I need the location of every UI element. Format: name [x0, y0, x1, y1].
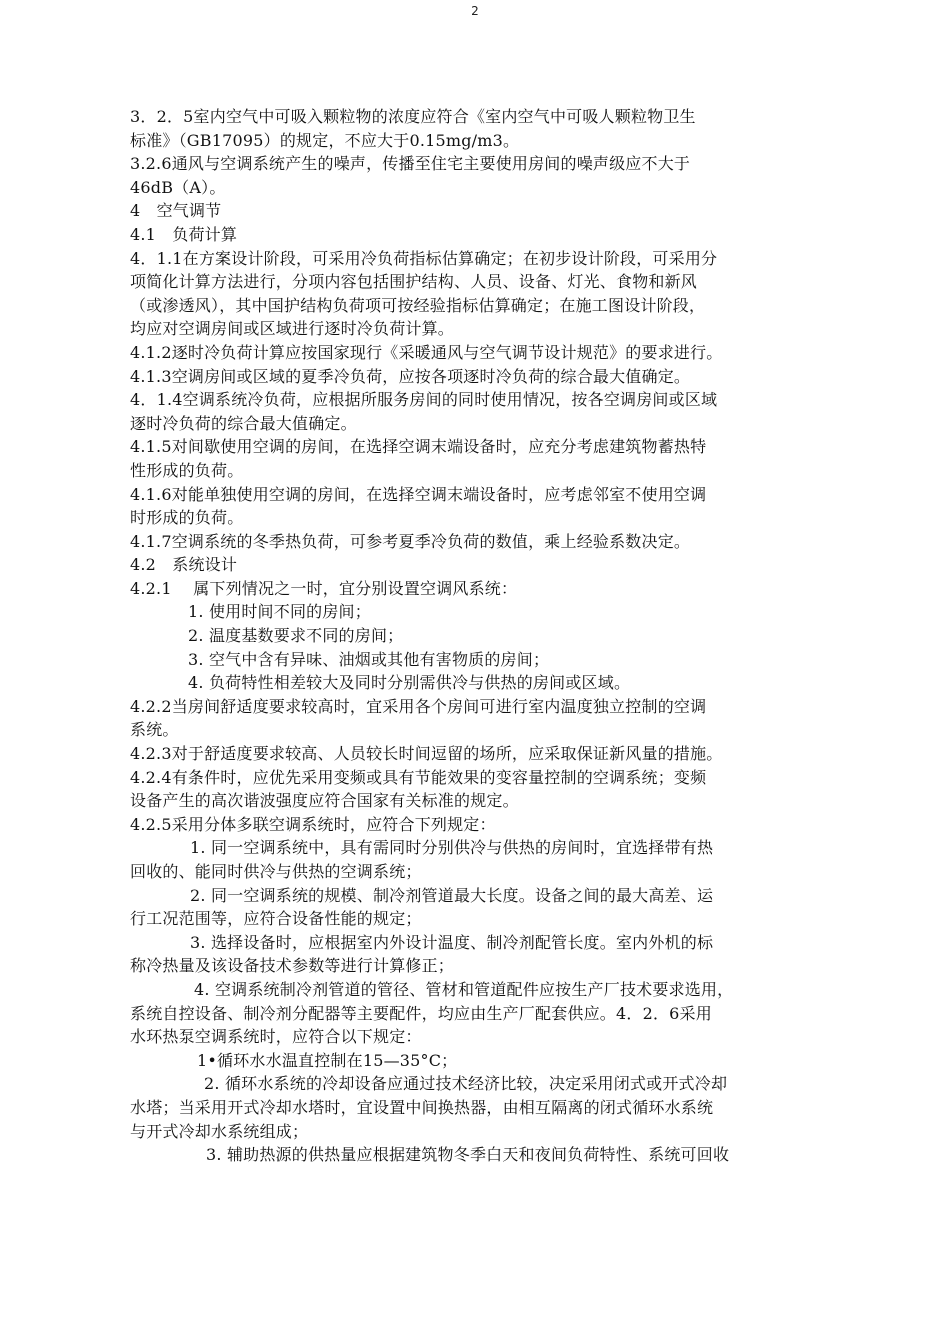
list-item-4-2-6-2-line-2: 水塔；当采用开式冷却水塔时，宜设置中间换热器，由相互隔离的闭式循环水系统: [130, 1097, 714, 1117]
list-item-4-2-5-4-line-3: 水环热泵空调系统时，应符合以下规定：: [130, 1027, 422, 1047]
paragraph-4-2-2-line-2: 系统。: [130, 720, 179, 740]
list-item-4-2-1-4: 4. 负荷特性相差较大及同时分别需供冷与供热的房间或区域。: [188, 673, 631, 693]
paragraph-3-2-6-line-2: 46dB（A）。: [130, 177, 226, 197]
list-item-4-2-5-1-line-1: 1. 同一空调系统中，具有需同时分别供冷与供热的房间时，宜选择带有热: [190, 838, 714, 858]
list-item-4-2-5-1-line-2: 回收的、能同时供冷与供热的空调系统；: [130, 862, 422, 881]
list-item-4-2-6-3-line-1: 3. 辅助热源的供热量应根据建筑物冬季白天和夜间负荷特性、系统可回收: [206, 1145, 730, 1165]
list-item-4-2-5-2-line-2: 行工况范围等，应符合设备性能的规定；: [130, 909, 422, 929]
paragraph-4-1-5-line-2: 性形成的负荷。: [130, 460, 244, 480]
list-item-4-2-5-3-line-1: 3. 选择设备时，应根据室内外设计温度、制冷剂配管长度。室内外机的标: [190, 932, 714, 952]
paragraph-4-1-7: 4.1.7空调系统的冬季热负荷，可参考夏季冷负荷的数值，乘上经验系数决定。: [130, 531, 691, 551]
paragraph-4-1-6-line-1: 4.1.6对能单独使用空调的房间，在选择空调末端设备时，应考虑邻室不使用空调: [130, 484, 707, 504]
list-item-4-2-1-1: 1. 使用时间不同的房间；: [188, 602, 371, 622]
paragraph-3-2-5-line-1: 3．2．5室内空气中可吸入颗粒物的浓度应符合《室内空气中可吸人颗粒物卫生: [130, 107, 696, 126]
section-heading-4-2: 4.2 系统设计: [130, 555, 238, 575]
document-body: [130, 105, 830, 1167]
paragraph-4-1-1-line-1: 4．1.1在方案设计阶段，可采用冷负荷指标估算确定；在初步设计阶段，可采用分: [130, 248, 718, 268]
paragraph-4-2-1: 4.2.1 属下列情况之一时，宜分别设置空调风系统：: [130, 578, 518, 598]
section-heading-4: 4 空气调节: [130, 201, 222, 221]
page-number: 2: [471, 4, 479, 18]
list-item-4-2-6-2-line-1: 2. 循环水系统的冷却设备应通过技术经济比较，决定采用闭式或开式冷却: [204, 1074, 728, 1094]
list-item-4-2-5-2-line-1: 2. 同一空调系统的规模、制冷剂管道最大长度。设备之间的最大高差、运: [190, 885, 714, 905]
paragraph-4-1-1-line-4: 均应对空调房间或区域进行逐时冷负荷计算。: [130, 319, 455, 339]
paragraph-4-2-3: 4.2.3对于舒适度要求较高、人员较长时间逗留的场所，应采取保证新风量的措施。: [130, 744, 723, 764]
paragraph-4-2-4-line-2: 设备产生的高次谐波强度应符合国家有关标准的规定。: [130, 791, 519, 811]
paragraph-4-1-4-line-1: 4．1.4空调系统冷负荷，应根据所服务房间的同时使用情况，按各空调房间或区域: [130, 390, 718, 410]
list-item-4-2-1-3: 3. 空气中含有异味、油烟或其他有害物质的房间；: [188, 649, 550, 669]
list-item-4-2-5-4-line-1: 4. 空调系统制冷剂管道的管径、管材和管道配件应按生产厂技术要求选用，: [194, 979, 734, 999]
paragraph-3-2-5-line-2: 标准》（GB17095）的规定，不应大于0.15mg/m3。: [130, 130, 520, 150]
paragraph-4-1-2: 4.1.2逐时冷负荷计算应按国家现行《采暖通风与空气调节设计规范》的要求进行。: [130, 342, 723, 362]
list-item-4-2-6-1: 1•循环水水温直控制在15—35°C；: [197, 1050, 458, 1070]
paragraph-4-2-4-line-1: 4.2.4有条件时，应优先采用变频或具有节能效果的变容量控制的空调系统；变频: [130, 767, 707, 787]
list-item-4-2-6-2-line-3: 与开式冷却水系统组成；: [130, 1121, 309, 1141]
paragraph-3-2-6-line-1: 3.2.6通风与空调系统产生的噪声，传播至住宅主要使用房间的噪声级应不大于: [130, 154, 691, 174]
paragraph-4-1-1-line-3: （或渗透风），其中国护结构负荷项可按经验指标估算确定；在施工图设计阶段，: [130, 295, 706, 315]
list-item-4-2-5-4-line-2: 系统自控设备、制冷剂分配器等主要配件，均应由生产厂配套供应。4．2．6采用: [130, 1003, 712, 1023]
section-heading-4-1: 4.1 负荷计算: [130, 224, 238, 244]
paragraph-4-2-5: 4.2.5采用分体多联空调系统时，应符合下列规定：: [130, 814, 496, 834]
paragraph-4-1-1-line-2: 项简化计算方法进行，分项内容包括围护结构、人员、设备、灯光、食物和新风: [130, 272, 698, 292]
list-item-4-2-5-3-line-2: 称冷热量及该设备技术参数等进行计算修正；: [130, 956, 455, 976]
paragraph-4-2-2-line-1: 4.2.2当房间舒适度要求较高时，宜采用各个房间可进行室内温度独立控制的空调: [130, 696, 707, 716]
list-item-4-2-1-2: 2. 温度基数要求不同的房间；: [188, 626, 404, 646]
paragraph-4-1-3: 4.1.3空调房间或区域的夏季冷负荷，应按各项逐时冷负荷的综合最大值确定。: [130, 366, 691, 386]
paragraph-4-1-5-line-1: 4.1.5对间歇使用空调的房间，在选择空调末端设备时，应充分考虑建筑物蓄热特: [130, 437, 707, 457]
paragraph-4-1-4-line-2: 逐时冷负荷的综合最大值确定。: [130, 413, 357, 433]
paragraph-4-1-6-line-2: 时形成的负荷。: [130, 508, 244, 528]
